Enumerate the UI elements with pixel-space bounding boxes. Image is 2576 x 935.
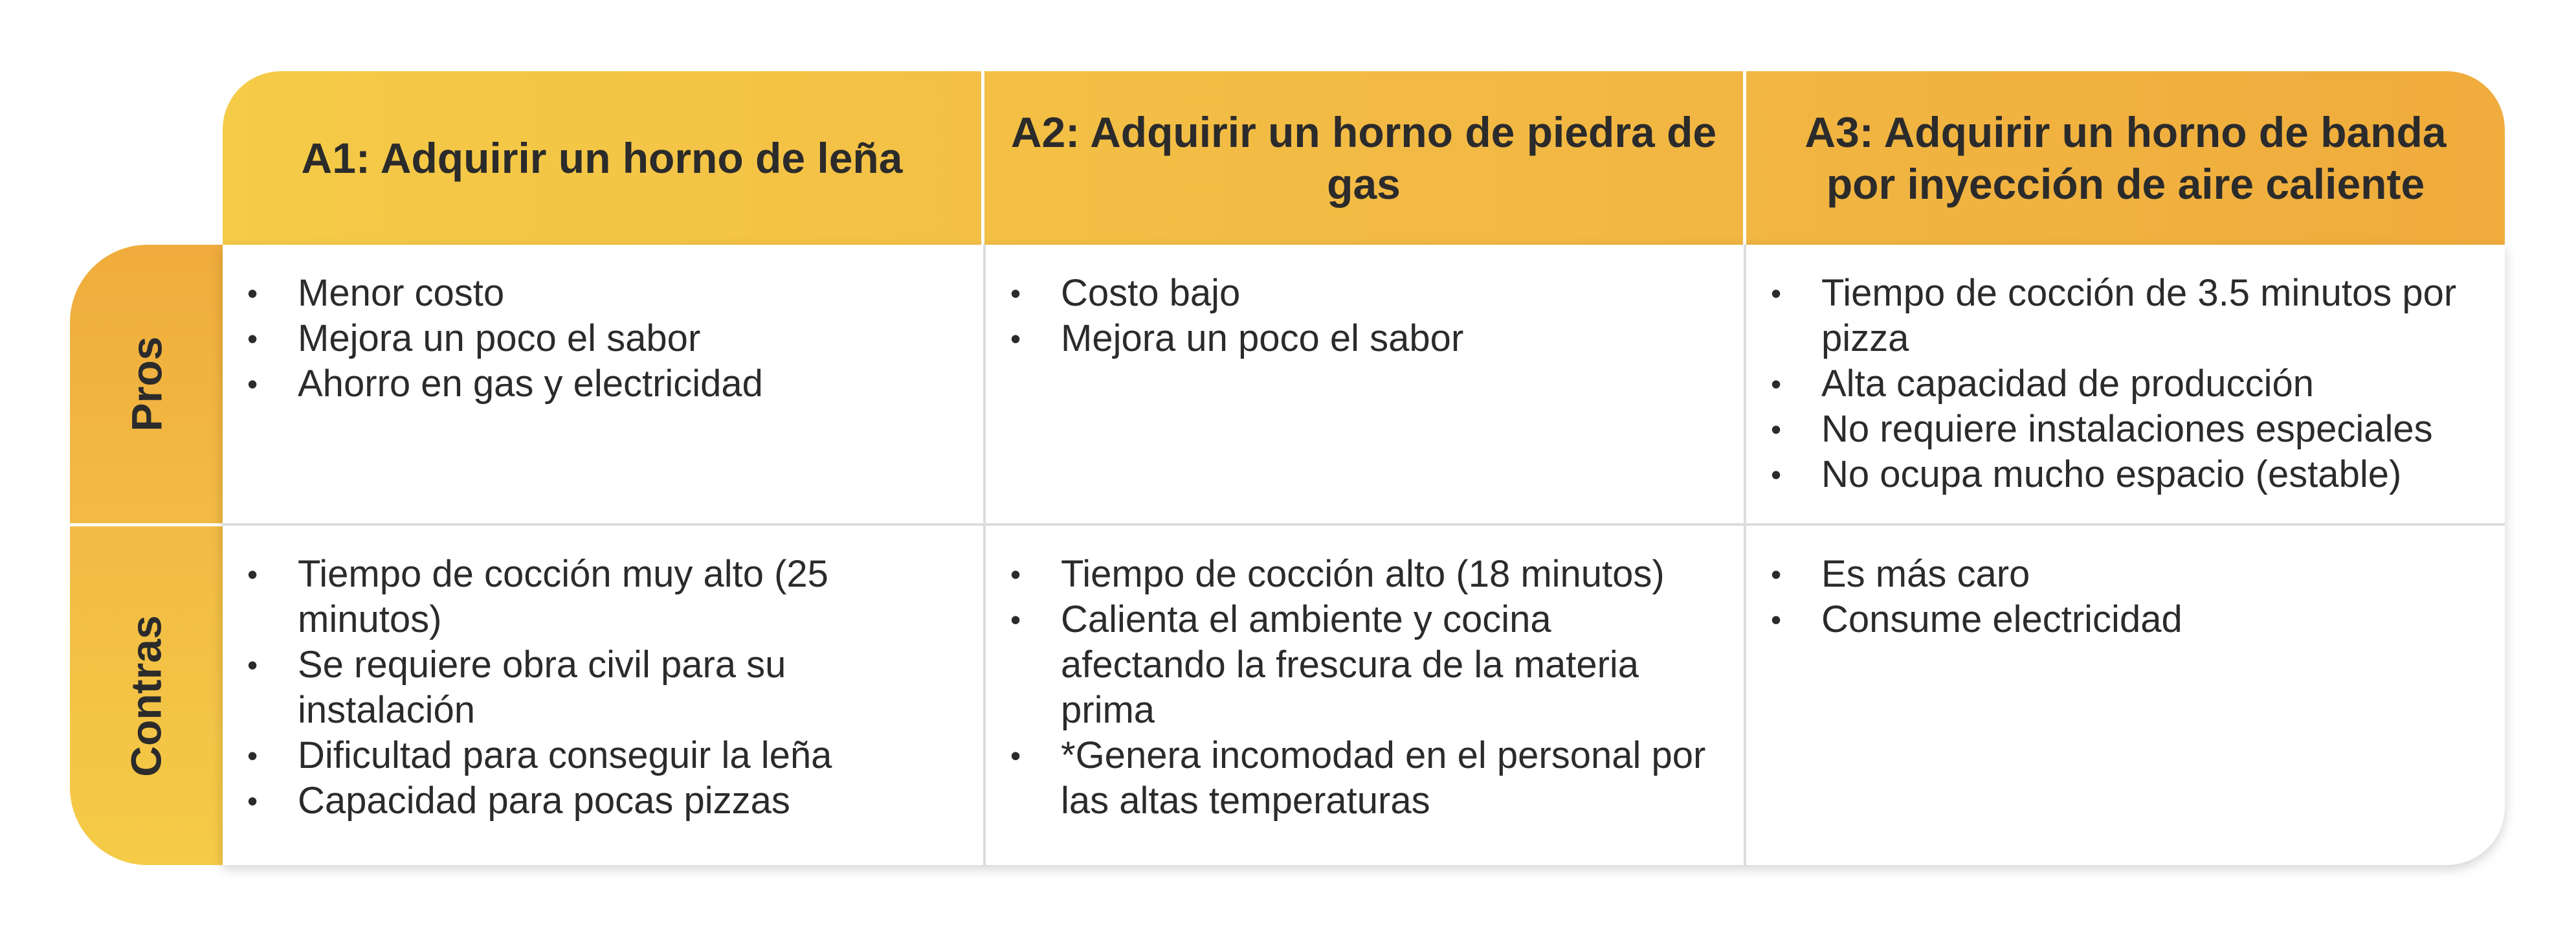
row-label-pros-text: Pros xyxy=(122,336,170,432)
list-item: • Consume electricidad xyxy=(1771,597,2479,642)
list-item: • No ocupa mucho espacio (estable) xyxy=(1771,452,2479,497)
cell-pros-a2 xyxy=(986,245,1744,523)
column-header-a2: A2: Adquirir un horno de piedra de gas xyxy=(984,71,1746,245)
list-item: • Menor costo xyxy=(247,271,957,316)
list-item: • *Genera incomodad en el personal por las altas temperaturas xyxy=(1010,733,1718,824)
cell-contras-a3 xyxy=(1746,526,2505,865)
comparison-table xyxy=(70,71,2505,865)
list-item: • Alta capacidad de producción xyxy=(1771,361,2479,407)
bullet-list xyxy=(1771,552,2479,642)
header-row xyxy=(223,71,2505,245)
list-item: • Dificultad para conseguir la leña xyxy=(247,733,957,778)
list-item: • Ahorro en gas y electricidad xyxy=(247,361,957,407)
list-item: • Calienta el ambiente y cocina afectando la frescura de la materia prima xyxy=(1010,597,1718,733)
list-item: • Se requiere obra civil para su instalación xyxy=(247,642,957,733)
table-body xyxy=(223,245,2505,865)
list-item: • Tiempo de cocción de 3.5 minutos por pizza xyxy=(1771,271,2479,361)
cell-pros-a1 xyxy=(223,245,983,523)
list-item: • No requiere instalaciones especiales xyxy=(1771,407,2479,452)
row-label-pros xyxy=(70,245,223,523)
list-item: • Tiempo de cocción muy alto (25 minutos) xyxy=(247,552,957,642)
cell-contras-a2 xyxy=(986,526,1744,865)
list-item: • Es más caro xyxy=(1771,552,2479,597)
column-header-a1: A1: Adquirir un horno de leña xyxy=(223,71,984,245)
list-item: • Capacidad para pocas pizzas xyxy=(247,778,957,824)
bullet-list xyxy=(247,552,957,824)
cell-contras-a1 xyxy=(223,526,983,865)
column-header-a3: A3: Adquirir un horno de banda por inyección de aire caliente xyxy=(1804,108,2447,208)
row-label-column xyxy=(70,245,223,865)
list-item: • Mejora un poco el sabor xyxy=(1010,316,1718,361)
cell-pros-a3 xyxy=(1746,245,2505,523)
bullet-list xyxy=(1010,271,1718,361)
list-item: • Mejora un poco el sabor xyxy=(247,316,957,361)
bullet-list xyxy=(247,271,957,407)
bullet-list xyxy=(1010,552,1718,824)
bullet-list xyxy=(1771,271,2479,497)
row-label-contras-text: Contras xyxy=(122,614,170,777)
list-item: • Costo bajo xyxy=(1010,271,1718,316)
row-label-contras xyxy=(70,526,223,865)
list-item: • Tiempo de cocción alto (18 minutos) xyxy=(1010,552,1718,597)
